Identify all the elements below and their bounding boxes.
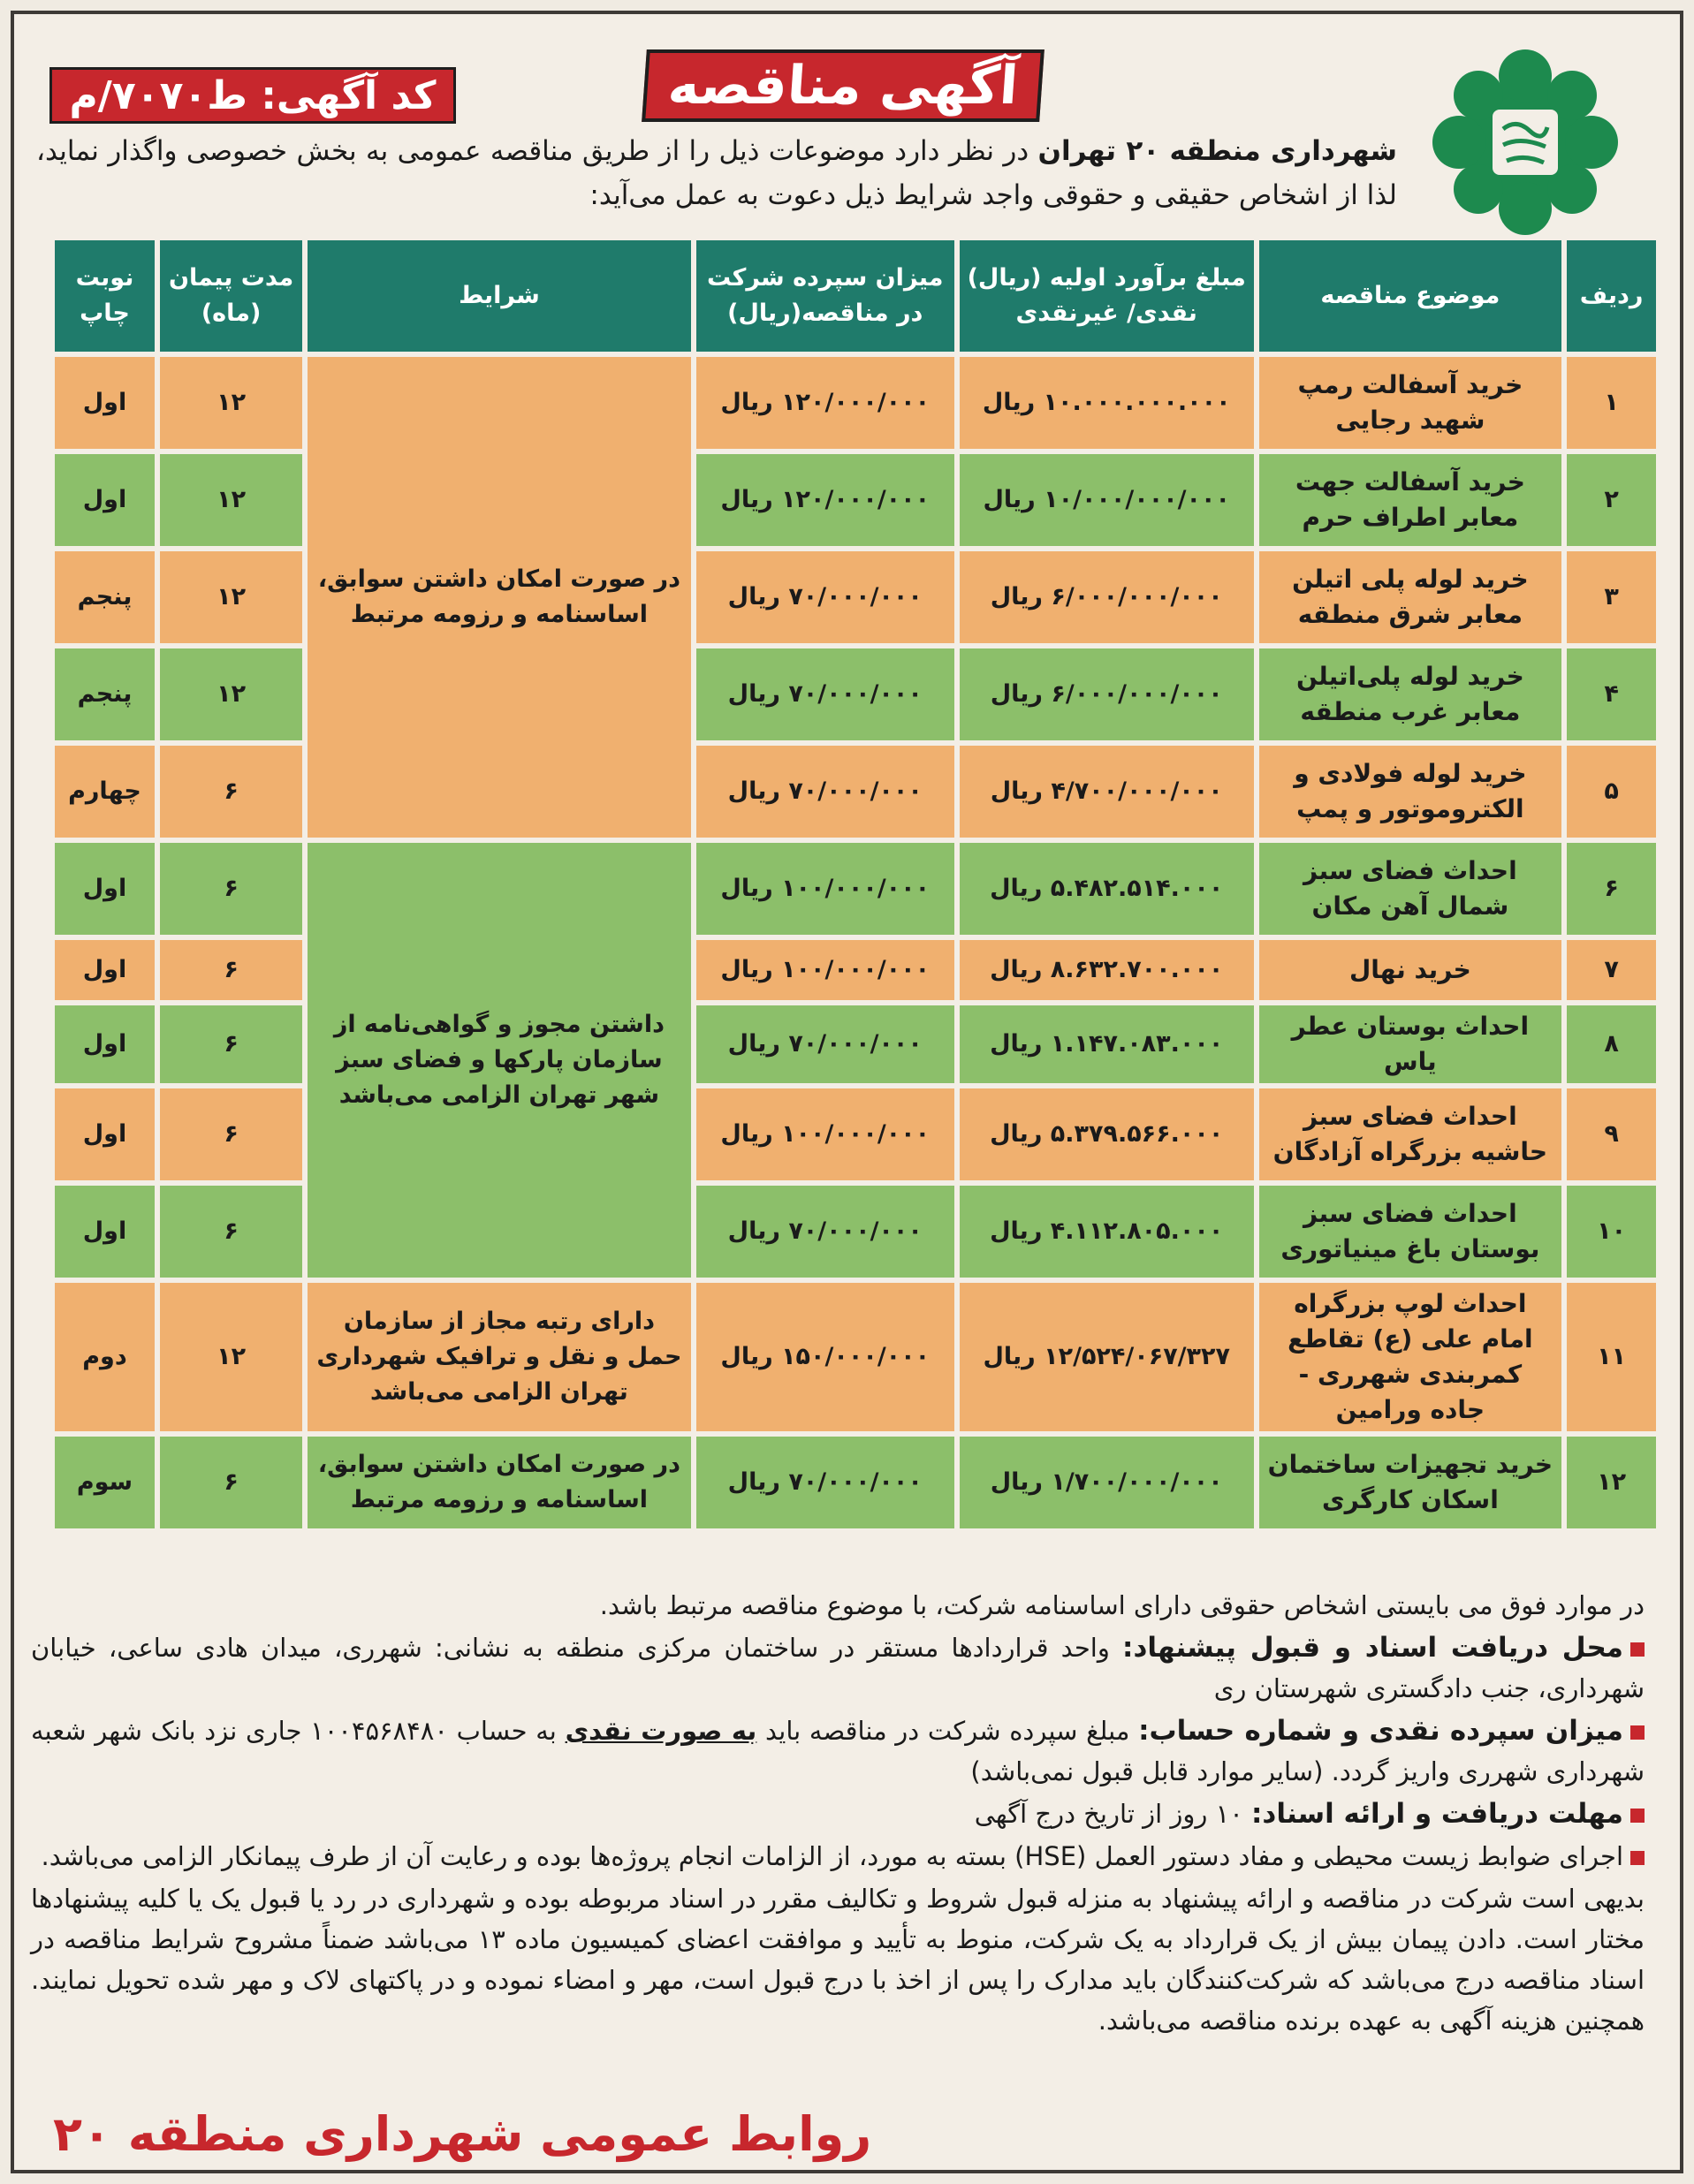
row-idx: ۱۲ (1567, 1437, 1656, 1528)
row-duration: ۱۲ (160, 551, 302, 643)
row-estimate: ۶/۰۰۰/۰۰۰/۰۰۰ ریال (960, 648, 1254, 740)
row-idx: ۲ (1567, 454, 1656, 546)
row-duration: ۶ (160, 1005, 302, 1083)
row-print-round: اول (55, 1005, 155, 1083)
table-row (55, 746, 1656, 838)
row-estimate: ۱۰/۰۰۰/۰۰۰/۰۰۰ ریال (960, 454, 1254, 546)
row-print-round: اول (55, 1186, 155, 1278)
note-deposit-underlined: به صورت نقدی (565, 1716, 757, 1746)
row-deposit: ۷۰/۰۰۰/۰۰۰ ریال (696, 1186, 954, 1278)
header-duration: مدت پیمان (ماه) (160, 240, 302, 352)
header-print-round: نوبت چاپ (55, 240, 155, 352)
note-deposit-text-1: مبلغ سپرده شرکت در مناقصه باید (756, 1716, 1139, 1746)
row-topic: خرید نهال (1259, 940, 1562, 1000)
row-print-round: چهارم (55, 746, 155, 838)
row-topic: احداث لوپ بزرگراه امام علی (ع) تقاطع کمربندی شهرری - جاده ورامین (1259, 1283, 1562, 1431)
row-deposit: ۱۰۰/۰۰۰/۰۰۰ ریال (696, 940, 954, 1000)
row-deposit: ۷۰/۰۰۰/۰۰۰ ریال (696, 648, 954, 740)
row-topic: خرید لوله پلی اتیلن معابر شرق منطقه (1259, 551, 1562, 643)
row-idx: ۹ (1567, 1088, 1656, 1180)
row-estimate: ۱.۱۴۷.۰۸۳.۰۰۰ ریال (960, 1005, 1254, 1083)
row-duration: ۶ (160, 746, 302, 838)
row-duration: ۱۲ (160, 454, 302, 546)
row-idx: ۱ (1567, 357, 1656, 449)
row-print-round: اول (55, 843, 155, 935)
table-row (55, 357, 1656, 449)
row-deposit: ۷۰/۰۰۰/۰۰۰ ریال (696, 551, 954, 643)
table-row (55, 843, 1656, 935)
note-deadline (31, 1793, 1645, 1834)
conditions-row-12: در صورت امکان داشتن سوابق، اساسنامه و رزومه مرتبط (308, 1437, 690, 1528)
bullet-icon (1630, 1809, 1645, 1823)
row-idx: ۱۰ (1567, 1186, 1656, 1278)
row-topic: احداث فضای سبز بوستان باغ مینیاتوری (1259, 1186, 1562, 1278)
note-location (31, 1627, 1645, 1709)
row-duration: ۱۲ (160, 357, 302, 449)
note-final: بدیهی است شرکت در مناقصه و ارائه پیشنهاد به منزله قبول شروط و تکالیف مقرر در اسناد مربوطه بوده و شهرداری در رد یا قبول یک یا کلیه پیشنهادها مختار است. دادن پیمان بیش از یک قرارداد به یک شرکت، منوط به تأیید و موافقت اعضای کمیسیون ماده ۱۳ می‌باشد ضمناً مشروح شرایط مناقصه در اسناد مناقصه درج می‌باشد که شرکت‌کنندگان باید مدارک را پس از اخذ با درج قبول است، مهر و امضاء نموده و در پاکتهای لاک و مهر شده تحویل نمایند. همچنین هزینه آگهی به عهده برنده مناقصه می‌باشد. (31, 1884, 1645, 2036)
tender-table (49, 235, 1661, 1534)
row-duration: ۶ (160, 1186, 302, 1278)
row-duration: ۶ (160, 1437, 302, 1528)
intro-text: در نظر دارد موضوعات ذیل را از طریق مناقصه عمومی به بخش خصوصی واگذار نماید، لذا از اشخاص حقیقی و حقوقی واجد شرایط ذیل دعوت به عمل می‌آید: (36, 135, 1397, 211)
notice-title: آگهی مناقصه (642, 49, 1045, 122)
bullet-icon (1630, 1725, 1645, 1740)
row-topic: خرید لوله فولادی و الکتروموتور و پمپ (1259, 746, 1562, 838)
header-conditions: شرایط (308, 240, 690, 352)
row-deposit: ۱۰۰/۰۰۰/۰۰۰ ریال (696, 843, 954, 935)
note-deposit (31, 1710, 1645, 1792)
conditions-group-b: داشتن مجوز و گواهی‌نامه از سازمان پارکها و فضای سبز شهر تهران الزامی می‌باشد (308, 843, 690, 1278)
row-estimate: ۴.۱۱۲.۸۰۵.۰۰۰ ریال (960, 1186, 1254, 1278)
row-print-round: سوم (55, 1437, 155, 1528)
row-print-round: پنجم (55, 551, 155, 643)
tehran-municipality-logo (1432, 49, 1618, 235)
tender-notice-page (11, 11, 1683, 2173)
row-idx: ۳ (1567, 551, 1656, 643)
note-hse-text: اجرای ضوابط زیست محیطی و مفاد دستور العمل (HSE) بسته به مورد، از الزامات انجام پروژه‌ها بوده و رعایت آن از طرف پیمانکار الزامی می‌باشد. (41, 1841, 1623, 1871)
row-deposit: ۷۰/۰۰۰/۰۰۰ ریال (696, 746, 954, 838)
note-deadline-head: مهلت دریافت و ارائه اسناد: (1251, 1798, 1623, 1830)
row-duration: ۶ (160, 1088, 302, 1180)
row-idx: ۷ (1567, 940, 1656, 1000)
row-deposit: ۷۰/۰۰۰/۰۰۰ ریال (696, 1437, 954, 1528)
intro-municipality: شهرداری منطقه ۲۰ تهران (1037, 135, 1397, 167)
table-row (55, 648, 1656, 740)
row-print-round: اول (55, 940, 155, 1000)
row-topic: خرید آسفالت رمپ شهید رجایی (1259, 357, 1562, 449)
row-estimate: ۴/۷۰۰/۰۰۰/۰۰۰ ریال (960, 746, 1254, 838)
note-location-text: واحد قراردادها مستقر در ساختمان مرکزی منطقه به نشانی: شهرری، میدان هادی ساعی، خیابان شهرداری، جنب دادگستری شهرستان ری (31, 1633, 1645, 1703)
row-deposit: ۱۰۰/۰۰۰/۰۰۰ ریال (696, 1088, 954, 1180)
header-topic: موضوع مناقصه (1259, 240, 1562, 352)
row-estimate: ۶/۰۰۰/۰۰۰/۰۰۰ ریال (960, 551, 1254, 643)
header-idx: ردیف (1567, 240, 1656, 352)
row-topic: احداث فضای سبز شمال آهن مکان (1259, 843, 1562, 935)
row-estimate: ۸.۶۳۲.۷۰۰.۰۰۰ ریال (960, 940, 1254, 1000)
bullet-icon (1630, 1851, 1645, 1865)
row-idx: ۵ (1567, 746, 1656, 838)
conditions-group-a: در صورت امکان داشتن سوابق، اساسنامه و رزومه مرتبط (308, 357, 690, 838)
table-row (55, 1283, 1656, 1431)
ad-code: کد آگهی: ط۷۰۷۰/م (49, 67, 456, 124)
header-deposit: میزان سپرده شرکت در مناقصه(ریال) (696, 240, 954, 352)
public-relations-signature: روابط عمومی شهرداری منطقه ۲۰ (53, 2106, 872, 2162)
row-print-round: پنجم (55, 648, 155, 740)
row-estimate: ۵.۴۸۲.۵۱۴.۰۰۰ ریال (960, 843, 1254, 935)
table-row (55, 1088, 1656, 1180)
row-print-round: اول (55, 1088, 155, 1180)
table-header-row (55, 240, 1656, 352)
row-estimate: ۱۰.۰۰۰.۰۰۰.۰۰۰ ریال (960, 357, 1254, 449)
note-hse (31, 1836, 1645, 1877)
row-topic: خرید تجهیزات ساختمان اسکان کارگری (1259, 1437, 1562, 1528)
conditions-row-11: دارای رتبه مجاز از سازمان حمل و نقل و ترافیک شهرداری تهران الزامی می‌باشد (308, 1283, 690, 1431)
row-idx: ۴ (1567, 648, 1656, 740)
table-row (55, 454, 1656, 546)
row-print-round: اول (55, 454, 155, 546)
notes-section (31, 1585, 1645, 2043)
row-deposit: ۱۲۰/۰۰۰/۰۰۰ ریال (696, 454, 954, 546)
note-deposit-head: میزان سپرده نقدی و شماره حساب: (1138, 1715, 1623, 1747)
bullet-icon (1630, 1642, 1645, 1657)
row-duration: ۱۲ (160, 648, 302, 740)
row-deposit: ۱۲۰/۰۰۰/۰۰۰ ریال (696, 357, 954, 449)
table-row (55, 1437, 1656, 1528)
row-topic: احداث بوستان عطر یاس (1259, 1005, 1562, 1083)
row-duration: ۶ (160, 940, 302, 1000)
row-topic: احداث فضای سبز حاشیه بزرگراه آزادگان (1259, 1088, 1562, 1180)
header-estimate: مبلغ برآورد اولیه (ریال) نقدی/ غیرنقدی (960, 240, 1254, 352)
row-estimate: ۱۲/۵۲۴/۰۶۷/۳۲۷ ریال (960, 1283, 1254, 1431)
note-location-head: محل دریافت اسناد و قبول پیشنهاد: (1122, 1632, 1623, 1664)
row-duration: ۶ (160, 843, 302, 935)
row-deposit: ۱۵۰/۰۰۰/۰۰۰ ریال (696, 1283, 954, 1431)
row-estimate: ۵.۳۷۹.۵۶۶.۰۰۰ ریال (960, 1088, 1254, 1180)
row-deposit: ۷۰/۰۰۰/۰۰۰ ریال (696, 1005, 954, 1083)
row-estimate: ۱/۷۰۰/۰۰۰/۰۰۰ ریال (960, 1437, 1254, 1528)
intro-paragraph (36, 129, 1397, 217)
row-print-round: دوم (55, 1283, 155, 1431)
row-idx: ۸ (1567, 1005, 1656, 1083)
note-legal-entities: در موارد فوق می بایستی اشخاص حقوقی دارای اساسنامه شرکت، با موضوع مناقصه مرتبط باشد. (599, 1590, 1645, 1620)
row-topic: خرید لوله پلی‌اتیلن معابر غرب منطقه (1259, 648, 1562, 740)
table-row (55, 1005, 1656, 1083)
row-topic: خرید آسفالت جهت معابر اطراف حرم (1259, 454, 1562, 546)
row-print-round: اول (55, 357, 155, 449)
note-deadline-text: ۱۰ روز از تاریخ درج آگهی (974, 1799, 1252, 1829)
row-duration: ۱۲ (160, 1283, 302, 1431)
row-idx: ۱۱ (1567, 1283, 1656, 1431)
table-row (55, 940, 1656, 1000)
row-idx: ۶ (1567, 843, 1656, 935)
table-row (55, 1186, 1656, 1278)
note-deposit-text-2: به حساب ۱۰۰۴۵۶۸۴۸۰ جاری نزد بانک شهر شعبه شهرداری شهرری واریز گردد. (سایر موارد قابل قبول نمی‌باشد) (31, 1716, 1645, 1786)
table-row (55, 551, 1656, 643)
